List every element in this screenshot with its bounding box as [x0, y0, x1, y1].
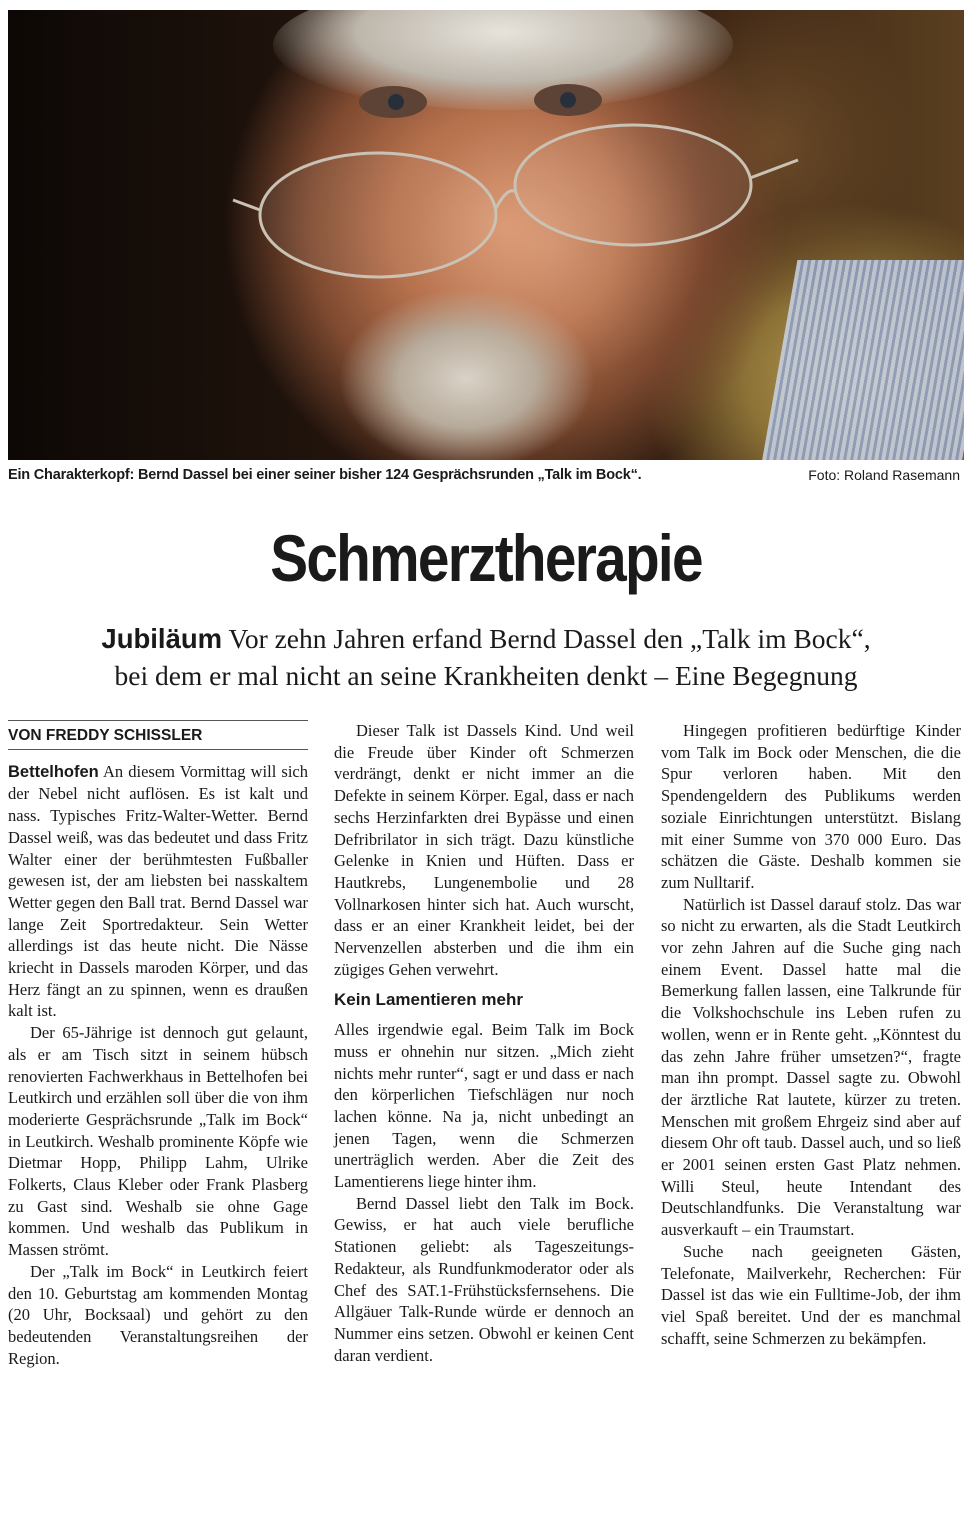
byline: VON FREDDY SCHISSLER [8, 720, 308, 750]
paragraph [8, 761, 308, 1022]
paragraph: Alles irgendwie egal. Beim Talk im Bock muss er ohnehin nur sitzen. „Mich zieht nichts mehr runter“, sagt er und dass er nach den körperlichen Tiefschlägen nur noch lachen könne. Na ja, nicht unbedingt an jenen Tagen, wenn die Schmerzen unerträglich werden. Aber die Zeit des Lamentierens liege hinter ihm. [334, 1020, 634, 1192]
paragraph: Natürlich ist Dassel darauf stolz. Das war so nicht zu erwarten, als die Stadt Leutkirch vor zehn Jahren auf die Suche ging nach einem Event. Dassel hatte mal die Bemerkung fallen lassen, eine Talkrunde für die Volkshochschule ins Leben rufen zu wollen, wenn er in Rente geht. „Könntest du das zehn Jahre früher umsetzen?“, fragte man ihn prompt. Dassel sagte zu. Obwohl der ärztliche Rat lautete, kürzer zu treten. Menschen mit großem Ehrgeiz sind aber auf diesem Ohr oft taub. Dassel auch, und so ließ er 2001 seinen ersten Gast Platz nehmen. Willi Steul, heute Intendant des Deutschlandfunks. Die Veranstaltung war ausverkauft – ein Traumstart. [661, 894, 961, 1240]
photo-caption: Ein Charakterkopf: Bernd Dassel bei einer seiner bisher 124 Gesprächsrunden „Talk im Bock“. [8, 467, 642, 483]
subhead-line-1: Vor zehn Jahren erfand Bernd Dassel den „Talk im Bock“, [222, 623, 871, 654]
photo-credit: Foto: Roland Rasemann [808, 467, 960, 483]
subheading: Kein Lamentieren mehr [334, 990, 523, 1010]
article-column-1 [8, 720, 308, 1369]
paragraph-text: An diesem Vormittag will sich der Nebel nicht auflösen. Es ist kalt und nass. Typisches Fritz-Walter-Wetter. Bernd Dassel weiß, was das bedeutet und dass Fritz Walter einer der berühmtesten Fußballer gewesen ist, der am liebsten bei nasskaltem Wetter gegen den Ball trat. Bernd Dassel war lange Zeit Sportredakteur. Sein Wetter allerdings ist das heute nicht. Die Nässe kriecht in Dassels maroden Körper, und das Herz fängt an zu spinnen, wenn es draußen kalt ist. [8, 761, 308, 1021]
paragraph: Suche nach geeigneten Gästen, Telefonate, Mailverkehr, Recherchen: Für Dassel ist das wie ein Fulltime-Job, der ihm viel Spaß bereitet. Und der es manchmal schafft, seine Schmerzen zu bekämpfen. [661, 1241, 961, 1348]
paragraph: Der 65-Jährige ist dennoch gut gelaunt, als er am Tisch sitzt in seinem hübsch renovierten Fachwerkhaus in Bettelhofen bei Leutkirch und erzählen soll über die von ihm moderierte Gesprächsrunde „Talk im Bock“ in Leutkirch. Weshalb prominente Köpfe wie Dietmar Hopp, Philipp Lahm, Ulrike Folkerts, Claus Kleber oder Frank Plasberg zu Gast sind. Weshalb sie ohne Gage kommen. Und weshalb das Publikum in Massen strömt. [8, 1023, 308, 1260]
paragraph: Dieser Talk ist Dassels Kind. Und weil die Freude über Kinder oft Schmerzen verdrängt, denkt er nicht immer an die Defekte in seinem Körper. Egal, dass er nach sechs Herzinfarkten drei Bypässe und einen Defribrilator in sich trägt. Dazu künstliche Gelenke in Knien und Hüften. Dass er Hautkrebs, Lungenembolie und 28 Vollnarkosen hinter sich hat. Auch wurscht, dass er an einer Krankheit leidet, bei der Nervenzellen absterben und die ihm ein zügiges Gehen verwehrt. [334, 721, 634, 979]
headline: Schmerztherapie [270, 521, 702, 595]
subheadline [10, 620, 962, 694]
paragraph: Der „Talk im Bock“ in Leutkirch feiert den 10. Geburtstag am kommenden Montag (20 Uhr, Bocksaal) und gehört zu den bedeutenden Veranstaltungsreihen der Region. [8, 1261, 308, 1368]
paragraph: Hingegen profitieren bedürftige Kinder vom Talk im Bock oder Menschen, die die Spur verloren haben. Mit den Spendengeldern des Publikums werden soziale Einrichtungen unterstützt. Bislang mit einer Summe von 370 000 Euro. Das schätzen die Gäste. Deshalb kommen sie zum Nulltarif. [661, 721, 961, 892]
article-column-3 [661, 720, 961, 1349]
photo-caption-row [8, 467, 964, 489]
article-column-2 [334, 720, 634, 1366]
portrait-photo [8, 10, 964, 460]
glasses-icon [8, 10, 964, 460]
subhead-line-2: bei dem er mal nicht an seine Krankheiten denkt – Eine Begegnung [114, 660, 858, 691]
subhead-kicker: Jubiläum [101, 623, 223, 654]
paragraph: Bernd Dassel liebt den Talk im Bock. Gewiss, er hat auch viele berufliche Stationen geliebt: als Tageszeitungs-Redakteur, als Rundfunkmoderator oder als Chef des SAT.1-Frühstücksfernsehens. Die Allgäuer Talk-Runde würde er dennoch an Nummer eins setzen. Obwohl er keinen Cent daran verdient. [334, 1193, 634, 1365]
dateline: Bettelhofen [8, 762, 99, 781]
